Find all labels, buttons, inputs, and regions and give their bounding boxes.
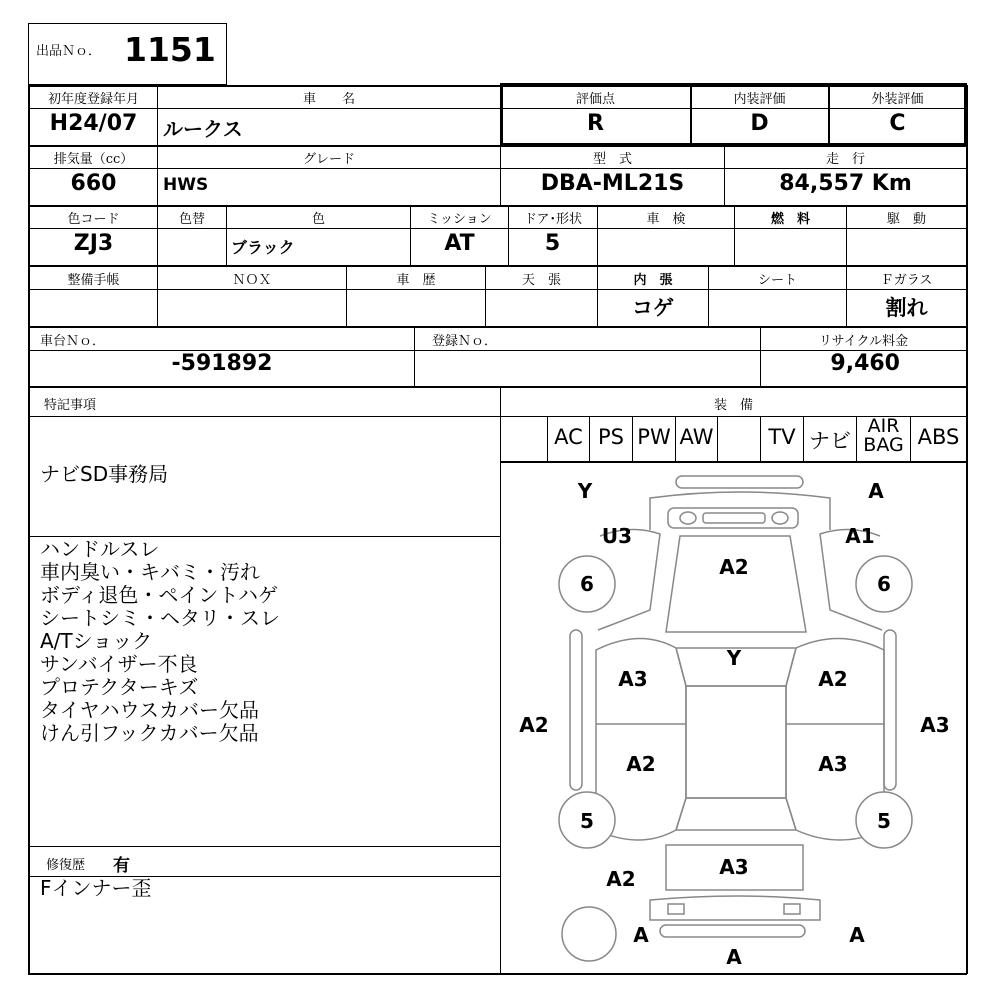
equipment-tv: TV xyxy=(768,425,796,449)
score-label: 評価点 xyxy=(575,92,615,107)
exterior-value: C xyxy=(889,111,906,136)
front-emblem-left xyxy=(680,512,696,524)
damage-code: A2 xyxy=(719,555,749,579)
door-label: ドア･形状 xyxy=(523,212,583,227)
manual-label: 整備手帳 xyxy=(67,273,120,288)
damage-code: 6 xyxy=(877,572,891,596)
damage-code: A1 xyxy=(845,524,875,548)
grade-value: HWS xyxy=(163,175,209,195)
mission-label: ミッション xyxy=(427,212,492,227)
damage-code: A2 xyxy=(519,713,549,737)
equipment-label: 装 備 xyxy=(713,398,753,413)
rear-bumper-shape xyxy=(660,925,805,937)
mission-value: AT xyxy=(444,231,475,256)
damage-code: A xyxy=(849,923,865,947)
damage-code: 5 xyxy=(580,809,594,833)
car-name-value: ルークス xyxy=(163,117,243,141)
remark-line: プロテクターキズ xyxy=(40,675,199,699)
fuel-label: 燃 料 xyxy=(770,212,810,227)
drive-label: 駆 動 xyxy=(886,212,926,227)
remark-line: サンバイザー不良 xyxy=(40,652,198,676)
lot-label: 出品Ｎｏ． xyxy=(36,44,102,59)
damage-code: A xyxy=(633,923,649,947)
front-emblem-right xyxy=(772,512,788,524)
tires xyxy=(559,556,912,961)
displacement-value: 660 xyxy=(70,171,117,196)
car-diagram xyxy=(501,462,966,973)
remark-line: ボディ退色・ペイントハゲ xyxy=(40,583,278,607)
interior-label: 内装評価 xyxy=(733,92,786,107)
front-panel-shape xyxy=(650,492,830,530)
equipment-abs: ABS xyxy=(917,425,960,449)
remark-line: A/Tショック xyxy=(40,629,153,653)
chassis-label: 車台Ｎｏ． xyxy=(40,334,106,349)
color-value: ブラック xyxy=(231,238,295,257)
front-glass-label: Ｆガラス xyxy=(880,273,933,288)
roof-shape xyxy=(686,686,786,798)
remark-line: タイヤハウスカバー欠品 xyxy=(40,698,259,722)
recycle-value: 9,460 xyxy=(830,351,900,376)
equipment-pw: PW xyxy=(637,425,671,449)
color-label: 色 xyxy=(311,212,325,227)
equipment-aw: AW xyxy=(679,425,714,449)
mileage-label: 走 行 xyxy=(825,152,865,167)
door-value: 5 xyxy=(544,231,561,256)
score-value: R xyxy=(587,111,604,136)
recycle-label: リサイクル料金 xyxy=(818,334,909,349)
damage-code: A3 xyxy=(920,713,950,737)
interior-lining-value: コゲ xyxy=(632,296,674,320)
remark-line: けん引フックカバー欠品 xyxy=(40,721,259,745)
remark-line: 車内臭い・キバミ・汚れ xyxy=(40,560,260,584)
front-bumper-shape xyxy=(676,476,803,488)
displacement-label: 排気量（cc） xyxy=(53,152,134,167)
color-code-label: 色コード xyxy=(67,212,120,227)
model-value: DBA-ML21S xyxy=(540,171,685,196)
damage-code: A3 xyxy=(818,752,848,776)
grade-label: グレード xyxy=(302,152,355,167)
remark-line: ハンドルスレ xyxy=(40,537,160,561)
repair-note: Fインナー歪 xyxy=(40,876,152,900)
damage-code: U3 xyxy=(601,524,633,548)
right-skirt-shape xyxy=(884,630,896,790)
damage-code: A xyxy=(868,479,884,503)
model-label: 型 式 xyxy=(592,152,632,167)
remark-line: シートシミ・ヘタリ・スレ xyxy=(40,606,280,630)
hood-shape xyxy=(666,536,806,632)
damage-code: Y xyxy=(577,479,593,503)
reg-date-label: 初年度登録年月 xyxy=(47,92,139,107)
rear-light-left xyxy=(668,904,684,914)
equipment-ac: AC xyxy=(554,425,583,449)
repaint-label: 色替 xyxy=(178,212,205,227)
interior-value: D xyxy=(750,111,769,136)
left-skirt-shape xyxy=(570,630,582,790)
history-label: 車 歴 xyxy=(396,273,436,288)
remarks-label: 特記事項 xyxy=(44,398,97,413)
damage-code: 6 xyxy=(580,572,594,596)
spare-tire xyxy=(562,907,616,961)
chassis-value: -591892 xyxy=(171,351,273,376)
damage-code: A3 xyxy=(719,855,749,879)
remarks-top-note: ナビSD事務局 xyxy=(40,462,169,486)
mileage-value: 84,557 Km xyxy=(779,171,912,196)
rear-light-right xyxy=(784,904,800,914)
damage-code: 5 xyxy=(877,809,891,833)
repair-history-label: 修復歴 xyxy=(46,858,86,873)
inspection-label: 車 検 xyxy=(646,212,686,227)
color-code-value: ZJ3 xyxy=(73,231,114,256)
reg-no-label: 登録Ｎｏ． xyxy=(432,334,498,349)
damage-code: A2 xyxy=(606,867,636,891)
car-name-label: 車 名 xyxy=(302,92,355,107)
rear-panel-shape xyxy=(650,896,820,920)
rear-glass-shape xyxy=(676,798,796,830)
front-grille-shape xyxy=(668,508,798,528)
equipment-airbag: AIR BAG xyxy=(863,415,904,456)
damage-code: Y xyxy=(726,646,742,670)
interior-lining-label: 内 張 xyxy=(633,273,673,288)
seat-label: シート xyxy=(757,273,797,288)
reg-date-value: H24/07 xyxy=(49,111,138,136)
nox-label: ＮＯＸ xyxy=(232,273,272,288)
damage-code: A2 xyxy=(626,752,656,776)
equipment-navi: ナビ xyxy=(809,429,851,453)
equipment-ps: PS xyxy=(598,425,624,449)
damage-code: A xyxy=(726,945,742,969)
front-glass-value: 割れ xyxy=(885,296,928,320)
exterior-label: 外装評価 xyxy=(871,92,924,107)
damage-code: A2 xyxy=(818,667,848,691)
roof-label: 天 張 xyxy=(521,273,561,288)
repair-history-value: 有 xyxy=(113,856,130,876)
lot-number: 1151 xyxy=(124,30,216,69)
damage-code: A3 xyxy=(618,667,648,691)
front-plate-shape xyxy=(703,513,765,523)
